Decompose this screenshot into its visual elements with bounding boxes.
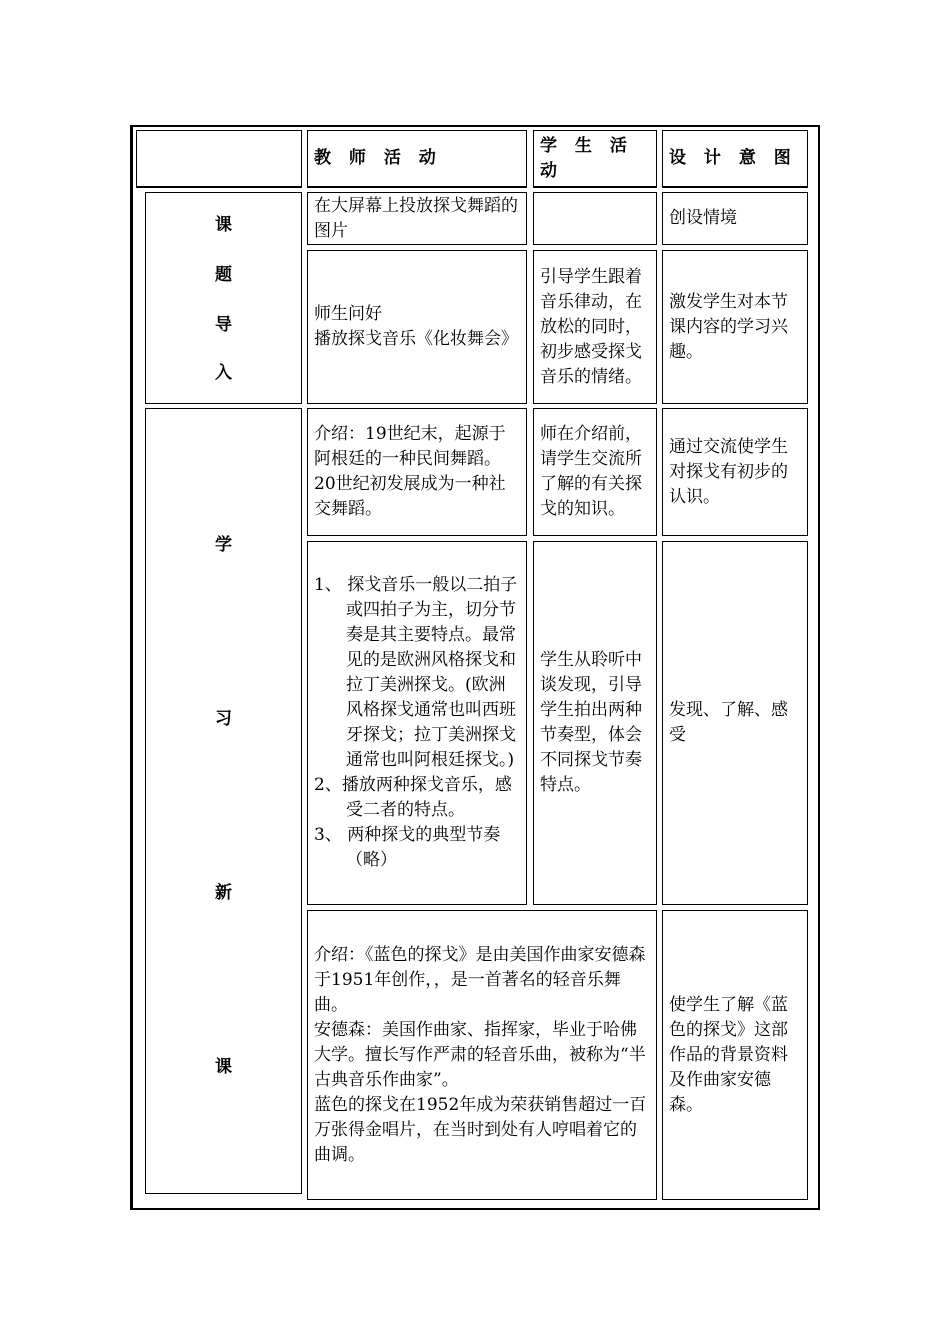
design-intent-cell: 创设情境 (662, 192, 808, 245)
list-item: 3、 两种探戈的典型节奏（略） (314, 825, 501, 870)
teacher-activity-line: 师生问好 (314, 304, 382, 324)
header-student-activity: 学 生 活 动 (533, 130, 657, 188)
teacher-activity-cell: 在大屏幕上投放探戈舞蹈的图片 (307, 192, 527, 245)
section-label-char: 课 (215, 215, 232, 235)
section-label-char: 习 (215, 709, 232, 729)
list-item: 1、 探戈音乐一般以二拍子或四拍子为主，切分节奏是其主要特点。最常见的是欧洲风格探戈和拉丁美洲探戈。(欧洲风格探戈通常也叫西班牙探戈；拉丁美洲探戈通常也叫阿根廷探戈。) (314, 575, 518, 770)
section-label-char: 导 (215, 315, 232, 335)
design-intent-cell: 发现、了解、感受 (662, 541, 808, 905)
section-label-new-lesson (145, 408, 302, 1194)
design-intent-cell: 激发学生对本节课内容的学习兴趣。 (662, 250, 808, 404)
teacher-activity-paragraph: 蓝色的探戈在1952年成为荣获销售超过一百万张得金唱片，在当时到处有人哼唱着它的曲调。 (314, 1094, 647, 1165)
student-activity-cell: 师在介绍前，请学生交流所了解的有关探戈的知识。 (533, 408, 657, 536)
list-item: 2、播放两种探戈音乐，感受二者的特点。 (314, 775, 512, 820)
teacher-activity-paragraph: 安德森：美国作曲家、指挥家，毕业于哈佛大学。擅长写作严肃的轻音乐曲，被称为“半古典音乐作曲家”。 (314, 1019, 646, 1090)
student-activity-cell (533, 192, 657, 245)
header-label-cell (136, 130, 302, 188)
section-label-char: 题 (215, 265, 232, 285)
teacher-activity-line: 播放探戈音乐《化妆舞会》 (314, 329, 518, 349)
design-intent-cell: 使学生了解《蓝色的探戈》这部作品的背景资料及作曲家安德森。 (662, 910, 808, 1200)
section-label-char: 入 (215, 363, 232, 383)
section-label-char: 学 (215, 535, 232, 555)
teacher-activity-cell (307, 541, 527, 905)
header-design-intent: 设 计 意 图 (662, 130, 808, 188)
teacher-activity-cell (307, 910, 657, 1200)
section-label-char: 新 (215, 883, 232, 903)
teacher-activity-paragraph: 介绍：《蓝色的探戈》是由美国作曲家安德森于1951年创作，，是一首著名的轻音乐舞曲。 (314, 944, 646, 1015)
header-teacher-activity: 教 师 活 动 (307, 130, 527, 188)
student-activity-cell: 学生从聆听中谈发现，引导学生拍出两种节奏型，体会不同探戈节奏特点。 (533, 541, 657, 905)
design-intent-cell: 通过交流使学生对探戈有初步的认识。 (662, 408, 808, 536)
teacher-activity-list (308, 573, 526, 873)
section-label-lesson-intro (145, 192, 302, 404)
student-activity-cell: 引导学生跟着音乐律动，在放松的同时，初步感受探戈音乐的情绪。 (533, 250, 657, 404)
teacher-activity-cell: 介绍：19世纪末，起源于阿根廷的一种民间舞蹈。20世纪初发展成为一种社交舞蹈。 (307, 408, 527, 536)
section-label-char: 课 (215, 1057, 232, 1077)
teacher-activity-cell (307, 250, 527, 404)
